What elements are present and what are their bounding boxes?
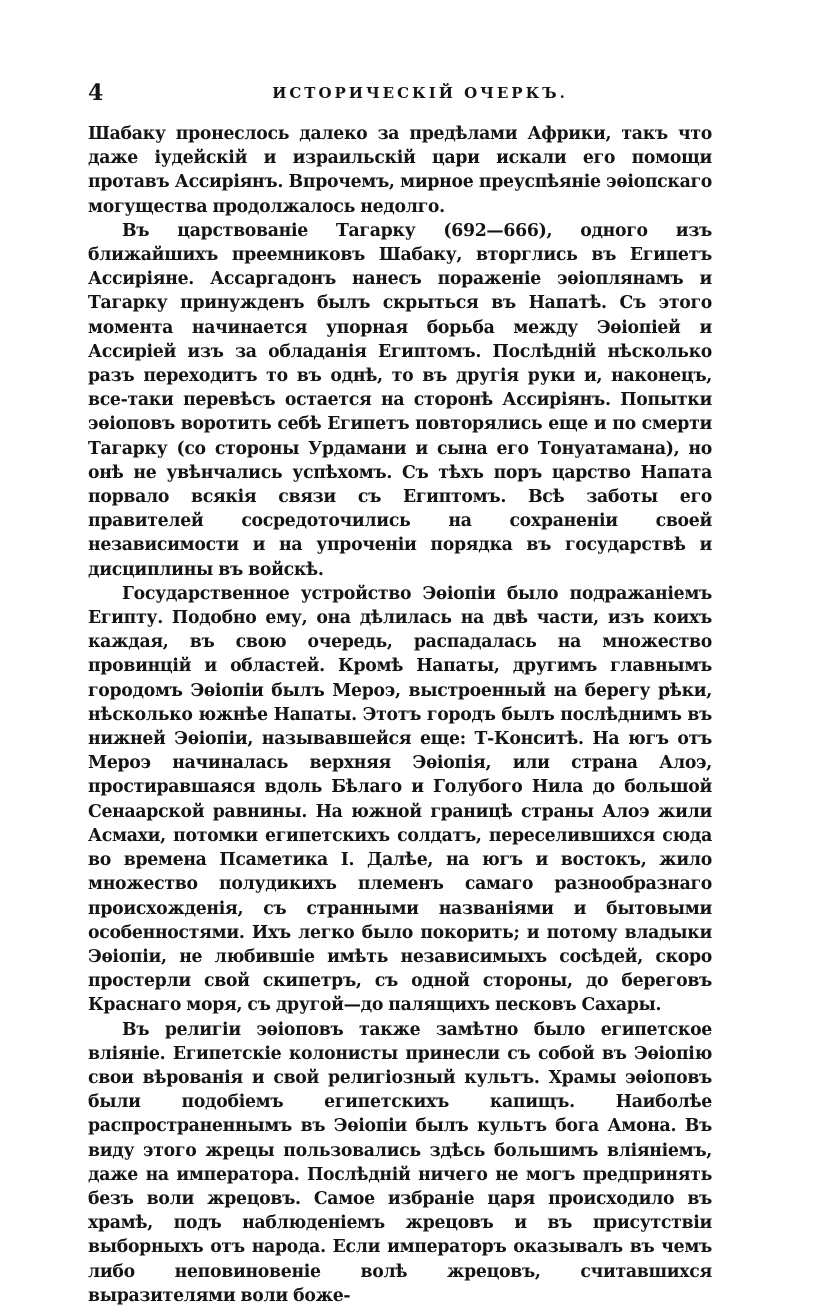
body-text [88, 122, 712, 1308]
page-number: 4 [88, 80, 104, 106]
page-header [88, 80, 712, 110]
paragraph: Въ царствованіе Тагарку (692—666), одного изъ ближайшихъ преемниковъ Шабаку, вторглись въ Египетъ Ассиріяне. Ассаргадонъ нанесъ пораженіе эѳіоплянамъ и Тагарку принужденъ былъ скрыться въ Напатѣ. Съ этого момента начинается упорная борьба между Эѳіопіей и Ассиріей изъ за обладанія Египтомъ. Послѣдній нѣсколько разъ переходитъ то въ однѣ, то въ другія руки и, наконецъ, все-таки перевѣсъ остается на сторонѣ Ассиріянъ. Попытки эѳіоповъ воротить себѣ Египетъ повторялись еще и по смерти Тагарку (со стороны Урдамани и сына его Тонуатамана), но онѣ не увѣнчались успѣхомъ. Съ тѣхъ поръ царство Напата порвало всякія связи съ Египтомъ. Всѣ заботы его правителей сосредоточились на сохраненіи своей независимости и на упроченіи порядка въ государствѣ и дисциплины въ войскѣ. [88, 220, 712, 580]
paragraph: Въ религіи эѳіоповъ также замѣтно было египетское вліяніе. Египетскіе колонисты принесли съ собой въ Эѳіопію свои вѣрованія и свой религіозный культъ. Храмы эѳіоповъ были подобіемъ египетскихъ капищъ. Наиболѣе распространеннымъ въ Эѳіопіи былъ культъ бога Амона. Въ виду этого жрецы пользовались здѣсь большимъ вліяніемъ, даже на императора. Послѣдній ничего не могъ предпринять безъ воли жрецовъ. Самое избраніе царя происходило въ храмѣ, подъ наблюденіемъ жрецовъ и въ присутствіи выборныхъ отъ народа. Если императоръ оказывалъ въ чемъ либо неповиновеніе волѣ жрецовъ, считавшихся выразителями воли боже- [88, 1019, 712, 1306]
paragraph-continued: Шабаку пронеслось далеко за предѣлами Африки, такъ что даже іудейскій и израильскій цари искали его помощи протавъ Ассиріянъ. Впрочемъ, мирное преуспѣяніе эѳіопскаго могущества продолжалось недолго. [88, 124, 712, 217]
running-title: ИСТОРИЧЕСКІЙ ОЧЕРКЪ. [272, 84, 568, 102]
paragraph: Государственное устройство Эѳіопіи было подражаніемъ Египту. Подобно ему, она дѣлилась на двѣ части, изъ коихъ каждая, въ свою очередь, распадалась на множество провинцій и областей. Кромѣ Напаты, другимъ главнымъ городомъ Эѳіопіи былъ Мероэ, выстроенный на берегу рѣки, нѣсколько южнѣе Напаты. Этотъ городъ былъ послѣднимъ въ нижней Эѳіопіи, называвшейся еще: Т-Конситѣ. На югъ отъ Мероэ начиналась верхняя Эѳіопія, или страна Алоэ, простиравшаяся вдоль Бѣлаго и Голубого Нила до большой Сенаарской равнины. На южной границѣ страны Алоэ жили Асмахи, потомки египетскихъ солдатъ, переселившихся сюда во времена Псаметика I. Далѣе, на югъ и востокъ, жило множество полудикихъ племенъ самаго разнообразнаго происхожденія, съ странными названіями и бытовыми особенностями. Ихъ легко было покорить; и потому владыки Эѳіопіи, не любившіе имѣть независимыхъ сосѣдей, скоро простерли свой скипетръ, съ одной стороны, до береговъ Краснаго моря, съ другой—до палящихъ песковъ Сахары. [88, 583, 712, 1016]
